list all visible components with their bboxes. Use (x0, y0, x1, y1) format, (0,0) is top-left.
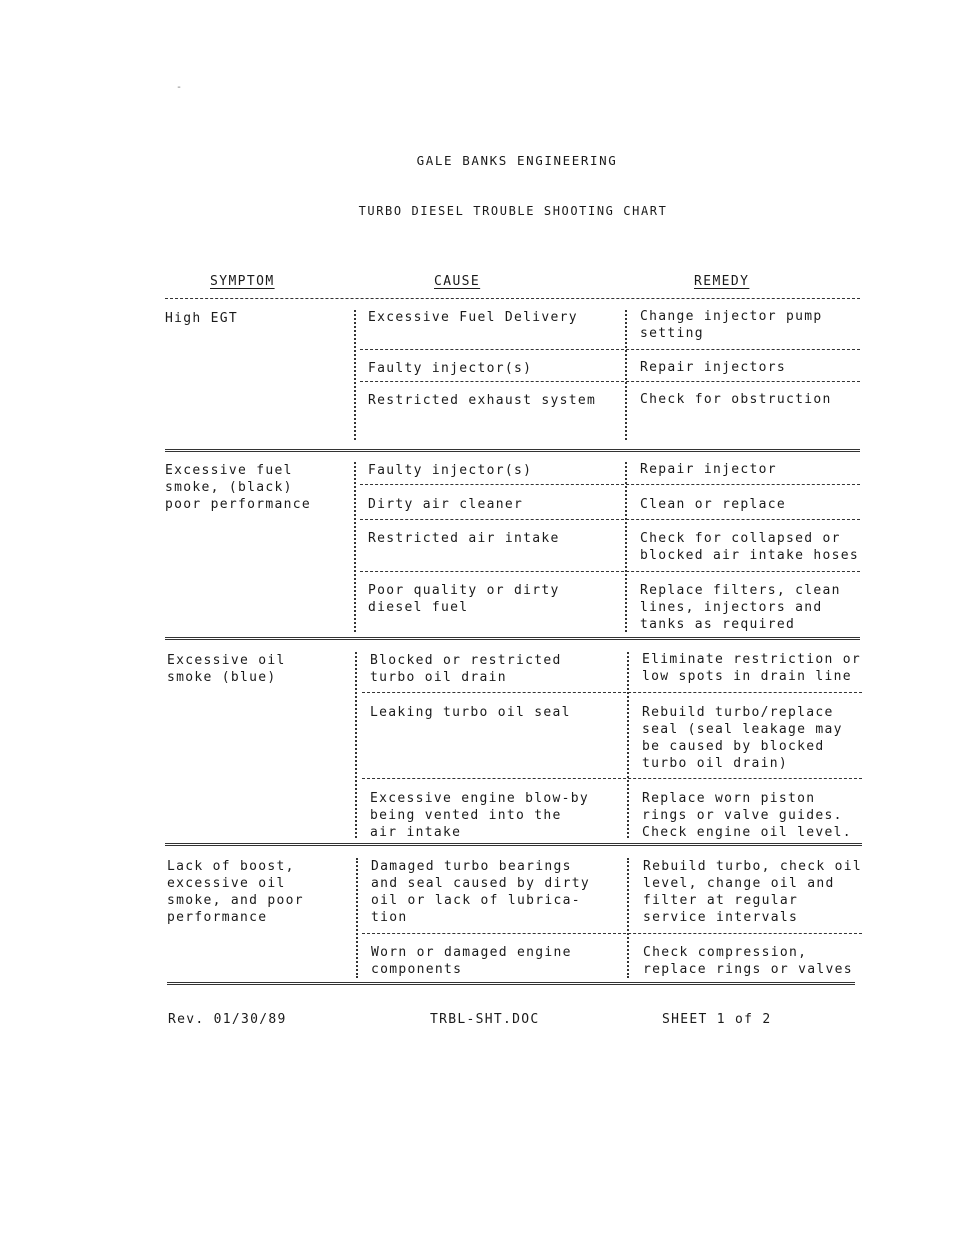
cause-cell: Restricted air intake (368, 531, 560, 546)
row-divider (362, 933, 862, 934)
revision-date: Rev. 01/30/89 (168, 1012, 287, 1027)
row-divider (360, 519, 860, 520)
row-divider (360, 484, 860, 485)
remedy-cell: Eliminate restriction or low spots in drain line (642, 652, 862, 684)
cause-cell: Restricted exhaust system (368, 393, 597, 408)
column-header-symptom: SYMPTOM (210, 274, 275, 289)
remedy-cell: Rebuild turbo/replace seal (seal leakage may be caused by blocked turbo oil drain) (642, 705, 843, 771)
cause-separator (355, 652, 357, 838)
cause-cell: Dirty air cleaner (368, 497, 524, 512)
remedy-cell: Clean or replace (640, 497, 787, 512)
cause-cell: Faulty injector(s) (368, 463, 533, 478)
row-divider (360, 571, 860, 572)
remedy-cell: Check for obstruction (640, 392, 832, 407)
symptom-cell: Excessive fuel smoke, (black) poor performance (165, 463, 312, 512)
cause-cell: Excessive engine blow-by being vented into the air intake (370, 791, 590, 840)
remedy-cell: Change injector pump setting (640, 309, 823, 341)
row-divider (362, 778, 862, 779)
header-rule (165, 298, 860, 299)
cause-cell: Poor quality or dirty diesel fuel (368, 583, 560, 615)
remedy-cell: Replace worn piston rings or valve guides. Check engine oil level. (642, 791, 852, 840)
row-divider (362, 692, 862, 693)
document-title: TURBO DIESEL TROUBLE SHOOTING CHART (358, 204, 668, 218)
table-bottom-rule (167, 982, 855, 985)
cause-separator (356, 858, 358, 978)
symptom-cell: Lack of boost, excessive oil smoke, and poor performance (167, 859, 304, 925)
cause-cell: Worn or damaged engine components (371, 945, 572, 977)
remedy-cell: Repair injectors (640, 360, 787, 375)
cause-cell: Leaking turbo oil seal (370, 705, 571, 720)
company-name: GALE BANKS ENGINEERING (416, 153, 618, 168)
remedy-separator (625, 310, 627, 440)
remedy-cell: Check for collapsed or blocked air intake hoses (640, 531, 860, 563)
group-divider (165, 449, 860, 452)
group-divider (165, 637, 860, 640)
row-divider (360, 349, 860, 350)
remedy-cell: Check compression, replace rings or valves (643, 945, 853, 977)
remedy-separator (625, 462, 627, 632)
column-header-cause: CAUSE (434, 274, 481, 289)
document-filename: TRBL-SHT.DOC (430, 1012, 540, 1027)
cause-separator (354, 462, 356, 632)
row-divider (360, 381, 860, 382)
remedy-separator (627, 858, 629, 978)
remedy-cell: Replace filters, clean lines, injectors and tanks as required (640, 583, 841, 632)
group-divider (165, 843, 862, 846)
cause-separator (354, 310, 356, 440)
symptom-cell: High EGT (165, 311, 239, 326)
column-header-remedy: REMEDY (694, 274, 750, 289)
sheet-number: SHEET 1 of 2 (662, 1012, 772, 1027)
cause-cell: Faulty injector(s) (368, 361, 533, 376)
remedy-separator (627, 652, 629, 838)
symptom-cell: Excessive oil smoke (blue) (167, 653, 286, 685)
cause-cell: Blocked or restricted turbo oil drain (370, 653, 562, 685)
remedy-cell: Rebuild turbo, check oil level, change oil and filter at regular service intervals (643, 859, 863, 925)
remedy-cell: Repair injector (640, 462, 777, 477)
cause-cell: Excessive Fuel Delivery (368, 310, 578, 325)
stray-mark: - (176, 82, 184, 93)
cause-cell: Damaged turbo bearings and seal caused by dirty oil or lack of lubrica- tion (371, 859, 591, 925)
